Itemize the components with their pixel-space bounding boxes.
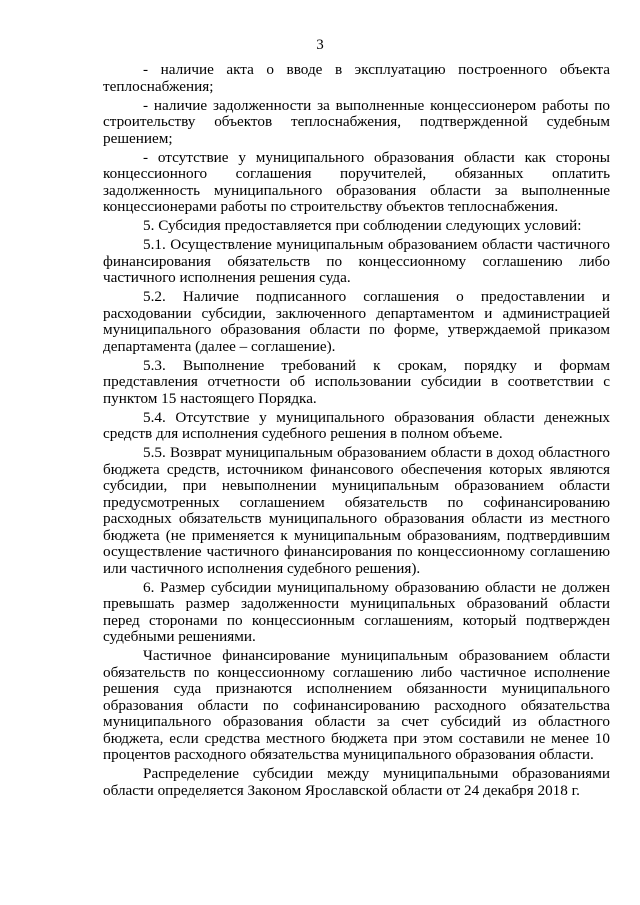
paragraph-partial-financing: Частичное финансирование муниципальным образованием области обязательств по концессионному соглашению либо частичное исполнение решения суда признаются исполнением обязанности муниципального образования области по софинансированию расходного обязательства муниципального образования области за счет субсидий из областного бюджета, если средства местного бюджета при этом составили не менее 10 процентов расходного обязательства муниципального образования области. [103,647,610,763]
paragraph-5-5: 5.5. Возврат муниципальным образованием области в доход областного бюджета средств, источником финансового обеспечения которых являются субсидии, при невыполнении муниципальным образованием области предусмотренных соглашением обязательств по софинансированию расходных обязательств муниципального образования области из местного бюджета (не применяется к муниципальным образованиям, подтвердившим осуществление частичного финансирования по концессионному соглашению или частичного исполнения судебного решения). [103,444,610,577]
paragraph-section-5: 5. Субсидия предоставляется при соблюдении следующих условий: [143,217,582,234]
paragraph-5-2: 5.2. Наличие подписанного соглашения о предоставлении и расходовании субсидии, заключенного департаментом и администрацией муниципального образования области по форме, утверждаемой приказом департамента (далее – соглашение). [103,288,610,355]
paragraph-5-1: 5.1. Осуществление муниципальным образованием области частичного финансирования обязательств по концессионному соглашению либо частичного исполнения решения суда. [103,236,610,286]
paragraph-criterion-guarantors: - отсутствие у муниципального образования области как стороны концессионного соглашения поручителей, обязанных оплатить задолженность муниципального образования области за выполненные концессионерами работы по строительству объектов теплоснабжения. [103,148,610,215]
paragraph-criterion-debt: - наличие задолженности за выполненные концессионером работы по строительству объектов теплоснабжения, подтвержденной судебным решением; [103,96,610,147]
document-body [103,62,610,802]
paragraph-criterion-act: - наличие акта о вводе в эксплуатацию построенного объекта теплоснабжения; [103,61,610,95]
paragraph-section-6: 6. Размер субсидии муниципальному образованию области не должен превышать размер задолженности муниципальных образований области перед сторонами по концессионным соглашениям, который подтвержден судебными решениями. [103,578,610,645]
paragraph-distribution: Распределение субсидии между муниципальными образованиями области определяется Законом Ярославской области от 24 декабря 2018 г. [103,765,610,799]
paragraph-5-3: 5.3. Выполнение требований к срокам, порядку и формам представления отчетности об использовании субсидии в соответствии с пунктом 15 настоящего Порядка. [103,356,610,407]
paragraph-5-4: 5.4. Отсутствие у муниципального образования области денежных средств для исполнения судебного решения в полном объеме. [103,408,610,442]
page-number: 3 [316,37,324,53]
